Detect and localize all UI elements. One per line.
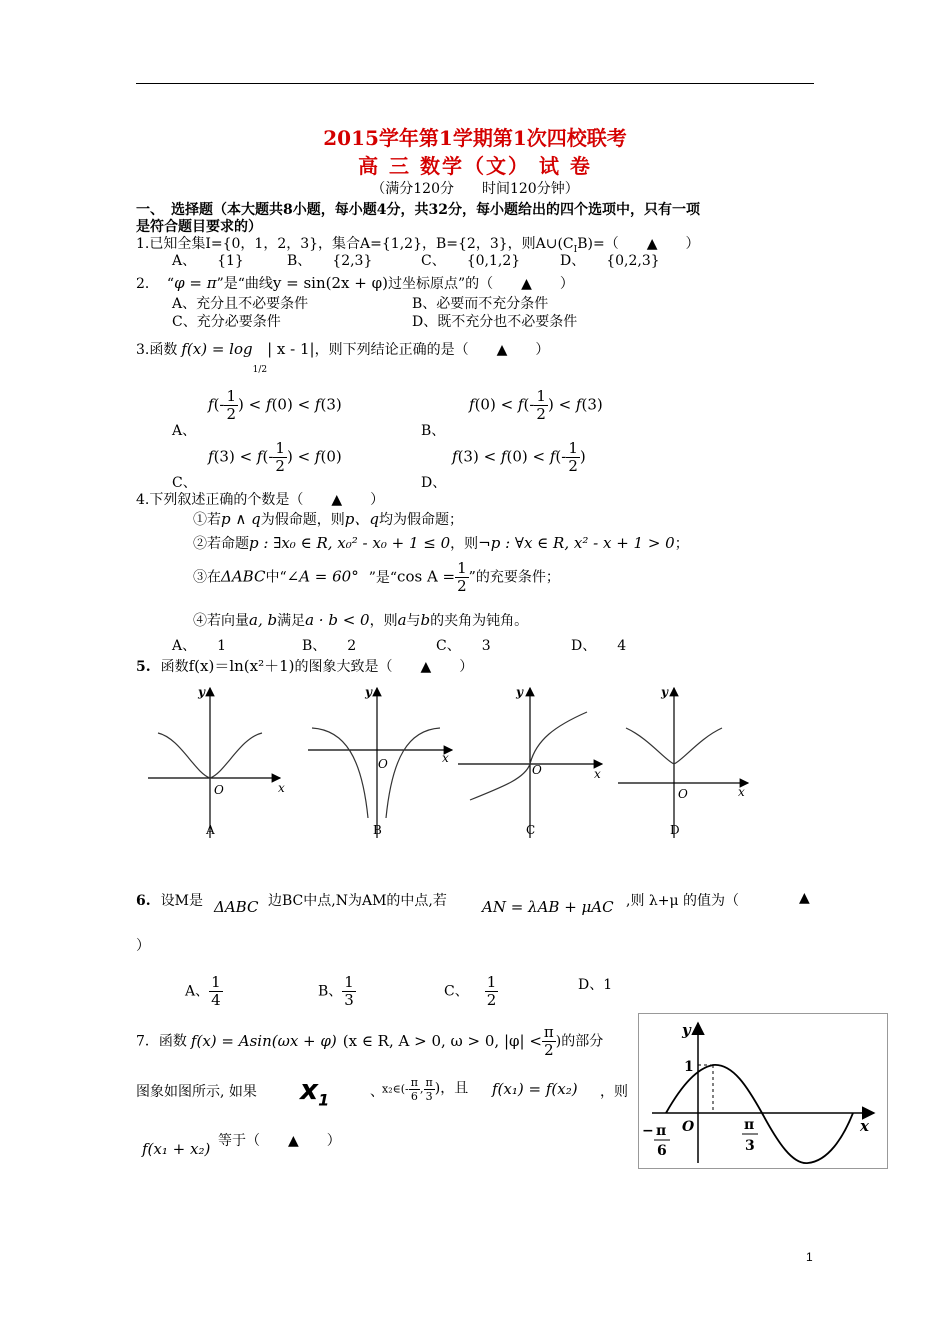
- q7-target: f(x₁ + x₂): [142, 1140, 211, 1158]
- q2-option-d: D、既不充分也不必要条件: [412, 314, 578, 330]
- q6-option-d: D、1: [578, 977, 613, 993]
- question-5-stem: 5. 函数f(x)＝ln(x²＋1)的图象大致是（ ▲ ）: [136, 657, 474, 675]
- q4-statement-3: ③在ΔABC中“∠A = 60° ”是“cos A = $\frac{1}{2}$ ”的充要条件；: [193, 559, 560, 595]
- q6-vector-equation: AN = λAB + μAC: [482, 898, 614, 916]
- q5-label-d: D: [670, 823, 680, 837]
- q1-option-b: B、 {2,3}: [287, 253, 373, 269]
- q4-option-c: C、 3: [436, 638, 491, 654]
- q6-close-paren: ）: [136, 938, 150, 954]
- section-heading: 一、 选择题（本大题共8小题，每小题4分，共32分，每小题给出的四个选项中，只有一项: [136, 202, 700, 218]
- q5-graph-a: [148, 685, 285, 838]
- q3-option-d: f(3) < f(0) < f(- $\frac{1}{2}$ ): [452, 439, 586, 475]
- q4-option-d: D、 4: [571, 638, 627, 654]
- svg-text:π: π: [744, 1117, 755, 1133]
- q7-graph: [638, 1013, 888, 1169]
- q5-c-origin: O: [532, 763, 542, 777]
- q2-option-b: B、必要而不充分条件: [412, 296, 549, 312]
- q5-d-y-label: y: [661, 685, 668, 699]
- q7-graph-one: 1: [684, 1059, 694, 1075]
- q7-condition: f(x₁) = f(x₂): [492, 1080, 578, 1098]
- exam-title: 2015学年第1学期第1次四校联考: [323, 126, 627, 150]
- q5-d-origin: O: [678, 787, 688, 801]
- q3-option-b-label: B、: [421, 423, 446, 439]
- q6-answer-mark: ▲: [799, 890, 810, 906]
- question-2-stem: 2． “φ = π”是“曲线y = sin(2x + φ)过坐标原点”的（ ▲ ）: [136, 274, 574, 292]
- q6-option-a: A、 $\frac{1}{4}$: [185, 973, 221, 1009]
- q5-label-c: C: [526, 823, 536, 837]
- q1-option-c: C、 {0,1,2}: [421, 253, 521, 269]
- q7-graph-origin: O: [682, 1119, 695, 1135]
- page-number: 1: [806, 1250, 813, 1264]
- q5-label-a: A: [206, 823, 215, 837]
- q5-label-b: B: [373, 823, 382, 837]
- q5-c-x-label: x: [594, 767, 601, 781]
- q5-a-x-label: x: [278, 781, 285, 795]
- q5-c-y-label: y: [516, 685, 523, 699]
- q4-statement-2: ②若命题p : ∃x₀ ∈ R, x₀² - x₀ + 1 ≤ 0，则¬p : ∀x ∈ R, x² - x + 1 > 0；: [193, 534, 689, 552]
- q1-option-a: A、 {1}: [172, 253, 244, 269]
- q3-option-d-label: D、: [421, 475, 447, 491]
- question-6-stem: 6. 设M是: [136, 893, 203, 909]
- q5-b-y-label: y: [365, 685, 372, 699]
- svg-text:3: 3: [745, 1138, 755, 1154]
- q5-graph-c: [458, 685, 602, 838]
- svg-text:6: 6: [657, 1143, 667, 1159]
- q6-triangle: ΔABC: [214, 898, 259, 916]
- q3-option-b: f(0) < f(- $\frac{1}{2}$ ) < f(3): [469, 387, 603, 423]
- q3-option-c-label: C、: [172, 475, 197, 491]
- q7-line2-sep: 、: [370, 1084, 384, 1100]
- q3-option-a: f(- $\frac{1}{2}$ ) < f(0) < f(3): [208, 387, 342, 423]
- question-7-stem: 7．函数 f(x) = Asin(ωx + φ) (x ∈ R, A > 0, ω > 0, |φ| < $\frac{\pi}{2}$ )的部分: [136, 1023, 604, 1059]
- header-rule: [136, 83, 814, 84]
- q7-x1-symbol: $x_1$: [300, 1073, 330, 1110]
- q2-option-c: C、充分必要条件: [172, 314, 281, 330]
- q5-d-x-label: x: [738, 785, 745, 799]
- q6-option-c: C、 $\frac{1}{2}$: [444, 973, 497, 1009]
- q6-option-b: B、 $\frac{1}{3}$: [318, 973, 354, 1009]
- q6-stem-end: ,则 λ+μ 的值为（: [626, 893, 768, 909]
- q7-graph-pi-3: [742, 1117, 758, 1154]
- q7-interval: x₂∈(- $\frac{\pi}{6}$ , $\frac{\pi}{3}$ )，且: [382, 1076, 469, 1103]
- q7-line2-end: ，则: [600, 1084, 628, 1100]
- q3-option-c: f(3) < f(- $\frac{1}{2}$ ) < f(0): [208, 439, 342, 475]
- q4-option-b: B、 2: [302, 638, 357, 654]
- q4-option-a: A、 1: [172, 638, 227, 654]
- q3-option-a-label: A、: [172, 423, 197, 439]
- q5-b-origin: O: [378, 757, 388, 771]
- exam-subtitle: 高 三 数学（文） 试 卷: [358, 154, 592, 178]
- q5-graph-d: [618, 685, 748, 838]
- question-1-stem: 1.已知全集I={0，1，2，3}，集合A={1,2}，B={2，3}，则$A\cup(C_IB)=$（ ▲ ）: [136, 236, 700, 255]
- question-4-stem: 4.下列叙述正确的个数是（ ▲ ）: [136, 492, 385, 508]
- question-7-line2: 图象如图所示, 如果: [136, 1084, 257, 1100]
- q1-option-d: D、 {0,2,3}: [560, 253, 660, 269]
- svg-text:π: π: [656, 1123, 667, 1139]
- q4-statement-1: ①若p ∧ q为假命题，则p、q均为假命题；: [193, 510, 463, 528]
- q2-option-a: A、充分且不必要条件: [172, 296, 309, 312]
- q7-graph-y-label: y: [682, 1021, 691, 1039]
- q5-a-origin: O: [214, 783, 224, 797]
- q5-b-x-label: x: [442, 751, 449, 765]
- q7-line3: 等于（ ▲ ）: [218, 1133, 341, 1149]
- svg-text:−: −: [642, 1123, 654, 1139]
- q7-graph-x-label: x: [860, 1117, 869, 1135]
- q5-graph-b: [308, 685, 452, 838]
- section-heading-cont: 是符合题目要求的）: [136, 219, 262, 235]
- question-3-stem: 3.函数 $f(x) = \log_{1/2}|$ x - 1|，则下列结论正确的是（ ▲ ）: [136, 340, 550, 375]
- q6-stem-middle: 边BC中点,N为AM的中点,若: [268, 893, 447, 909]
- q5-a-y-label: y: [198, 685, 205, 699]
- q5-graphs: [140, 678, 770, 848]
- q7-graph-neg-pi-6: [642, 1123, 670, 1159]
- exam-info: （满分120分 时间120分钟）: [371, 181, 579, 197]
- q4-statement-4: ④若向量a, b满足a · b < 0，则a与b的夹角为钝角。: [193, 611, 529, 629]
